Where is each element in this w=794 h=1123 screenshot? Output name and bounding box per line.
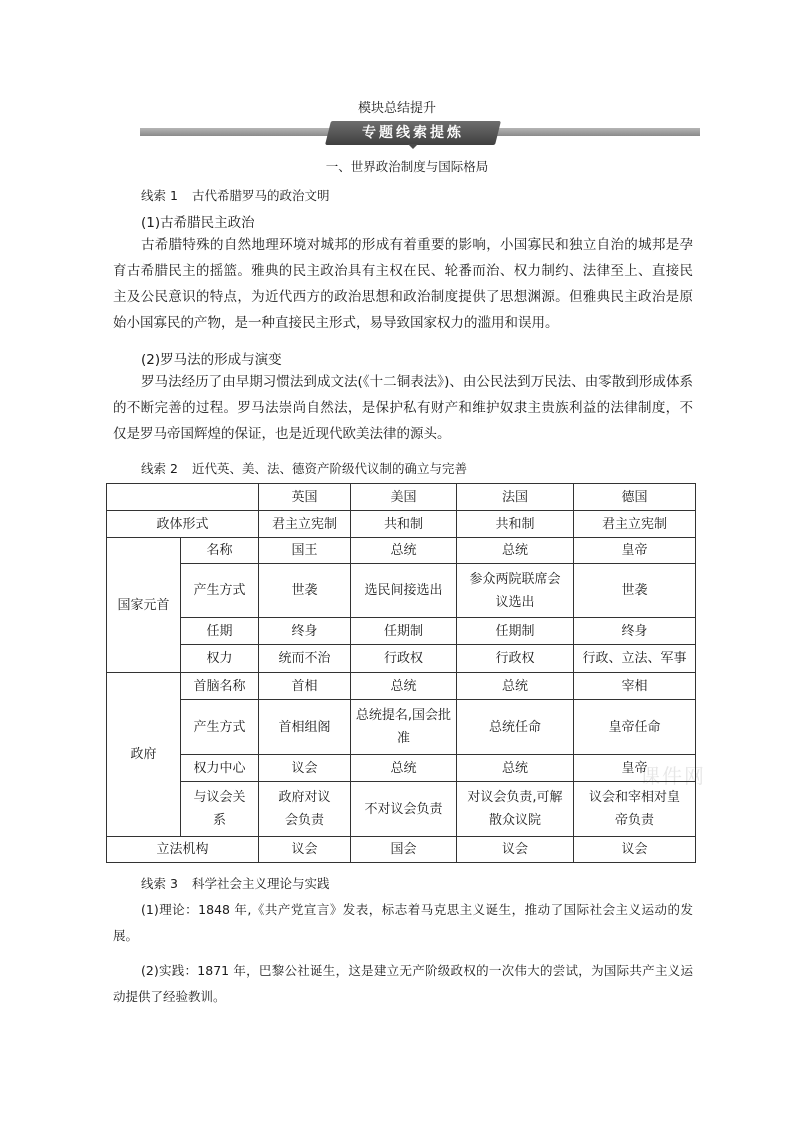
table-cell: 总统 — [351, 538, 457, 564]
clue-1-sub-1: (1)古希腊民主政治 — [141, 215, 255, 231]
group-label-head-of-state: 国家元首 — [107, 538, 181, 673]
table-cell: 总统任命 — [457, 700, 574, 755]
table-cell: 议会 — [457, 837, 574, 863]
row-label: 产生方式 — [181, 700, 259, 755]
table-cell: 总统 — [351, 673, 457, 700]
table-cell: 总统 — [457, 673, 574, 700]
table-cell: 议会 — [259, 837, 351, 863]
row-label: 权力中心 — [181, 755, 259, 782]
header-cell: 英国 — [259, 484, 351, 511]
table-cell: 世袭 — [574, 564, 696, 618]
table-row-gov-relation — [107, 782, 696, 837]
table-cell: 对议会负责,可解散众议院 — [457, 782, 574, 837]
clue-3-heading — [141, 874, 329, 892]
table-cell: 总统提名,国会批准 — [351, 700, 457, 755]
table-cell: 国王 — [259, 538, 351, 564]
page-title: 模块总结提升 — [357, 101, 436, 116]
table-cell: 首相组阁 — [259, 700, 351, 755]
clue-3-title: 科学社会主义理论与实践 — [191, 876, 330, 891]
row-label: 立法机构 — [107, 837, 259, 863]
row-label: 权力 — [181, 645, 259, 673]
section-heading: 一、世界政治制度与国际格局 — [325, 159, 489, 174]
clue-3-paragraph-1: (1)理论：1848 年,《共产党宣言》发表，标志着马克思主义诞生，推动了国际社会主义运动的发展。 — [113, 902, 693, 943]
table-cell: 参众两院联席会议选出 — [457, 564, 574, 618]
clue-1-heading — [141, 186, 329, 204]
row-label: 名称 — [181, 538, 259, 564]
table-cell: 国会 — [351, 837, 457, 863]
table-header-row — [107, 484, 696, 511]
table-cell: 任期制 — [351, 618, 457, 645]
clue-2-heading — [141, 459, 467, 477]
table-cell: 不对议会负责 — [351, 782, 457, 837]
table-cell: 君主立宪制 — [574, 511, 696, 538]
table-cell: 行政、立法、军事 — [574, 645, 696, 673]
clue-1-paragraph-1: 古希腊特殊的自然地理环境对城邦的形成有着重要的影响，小国寡民和独立自治的城邦是孕育古希腊民主的摇篮。雅典的民主政治具有主权在民、轮番而治、权力制约、法律至上、直接民主及公民意识的特点，为近代西方的政治思想和政治制度提供了思想渊源。但雅典民主政治是原始小国寡民的产物，是一种直接民主形式，易导致国家权力的滥用和误用。 — [113, 237, 693, 331]
table-cell: 议会和宰相对皇帝负责 — [574, 782, 696, 837]
row-label: 与议会关系 — [181, 782, 259, 837]
table-cell: 行政权 — [351, 645, 457, 673]
clue-2-title: 近代英、美、法、德资产阶级代议制的确立与完善 — [191, 461, 467, 476]
watermark: 课件网 — [640, 764, 706, 788]
clue-1-sub-2: (2)罗马法的形成与演变 — [141, 352, 282, 368]
header-cell: 法国 — [457, 484, 574, 511]
table-cell: 总统 — [457, 538, 574, 564]
table-cell: 首相 — [259, 673, 351, 700]
table-cell: 皇帝 — [574, 538, 696, 564]
table-cell: 任期制 — [457, 618, 574, 645]
table-row-gov-center — [107, 755, 696, 782]
row-label: 任期 — [181, 618, 259, 645]
table-cell: 总统 — [457, 755, 574, 782]
group-label-government: 政府 — [107, 673, 181, 837]
table-cell: 共和制 — [457, 511, 574, 538]
table-cell: 皇帝任命 — [574, 700, 696, 755]
table-row-gov-method — [107, 700, 696, 755]
table-cell: 选民间接选出 — [351, 564, 457, 618]
header-cell: 美国 — [351, 484, 457, 511]
header-cell: 德国 — [574, 484, 696, 511]
table-row-form — [107, 511, 696, 538]
header-blank-cell — [107, 484, 259, 511]
row-label: 首脑名称 — [181, 673, 259, 700]
table-cell: 议会 — [574, 837, 696, 863]
clue-1-title: 古代希腊罗马的政治文明 — [191, 188, 330, 203]
clue-3-paragraph-2: (2)实践：1871 年，巴黎公社诞生，这是建立无产阶级政权的一次伟大的尝试，为国际共产主义运动提供了经验教训。 — [113, 963, 693, 1004]
table-cell: 终身 — [259, 618, 351, 645]
clue-1-paragraph-2: 罗马法经历了由早期习惯法到成文法(《十二铜表法》)、由公民法到万民法、由零散到形成体系的不断完善的过程。罗马法崇尚自然法，是保护私有财产和维护奴隶主贵族利益的法律制度，不仅是罗马帝国辉煌的保证，也是近现代欧美法律的源头。 — [113, 374, 693, 442]
table-cell: 行政权 — [457, 645, 574, 673]
table-cell: 世袭 — [259, 564, 351, 618]
table-cell: 议会 — [259, 755, 351, 782]
table-cell: 总统 — [351, 755, 457, 782]
banner-pointer — [408, 144, 418, 149]
banner-label: 专题线索提炼 — [362, 125, 464, 141]
table-cell: 终身 — [574, 618, 696, 645]
table-row-legislature — [107, 837, 696, 863]
table-row-gov-head — [107, 673, 696, 700]
row-label: 政体形式 — [107, 511, 259, 538]
table-row-hs-power — [107, 645, 696, 673]
table-row-hs-term — [107, 618, 696, 645]
comparison-table — [106, 483, 696, 863]
table-row-hs-name — [107, 538, 696, 564]
table-cell: 统而不治 — [259, 645, 351, 673]
table-cell: 宰相 — [574, 673, 696, 700]
clue-1-number: 线索 1 — [141, 188, 178, 203]
table-cell: 皇帝 — [574, 755, 696, 782]
table-cell: 君主立宪制 — [259, 511, 351, 538]
clue-2-number: 线索 2 — [141, 461, 178, 476]
table-cell: 共和制 — [351, 511, 457, 538]
row-label: 产生方式 — [181, 564, 259, 618]
table-cell: 政府对议会负责 — [259, 782, 351, 837]
table-row-hs-method — [107, 564, 696, 618]
clue-3-number: 线索 3 — [141, 876, 178, 891]
